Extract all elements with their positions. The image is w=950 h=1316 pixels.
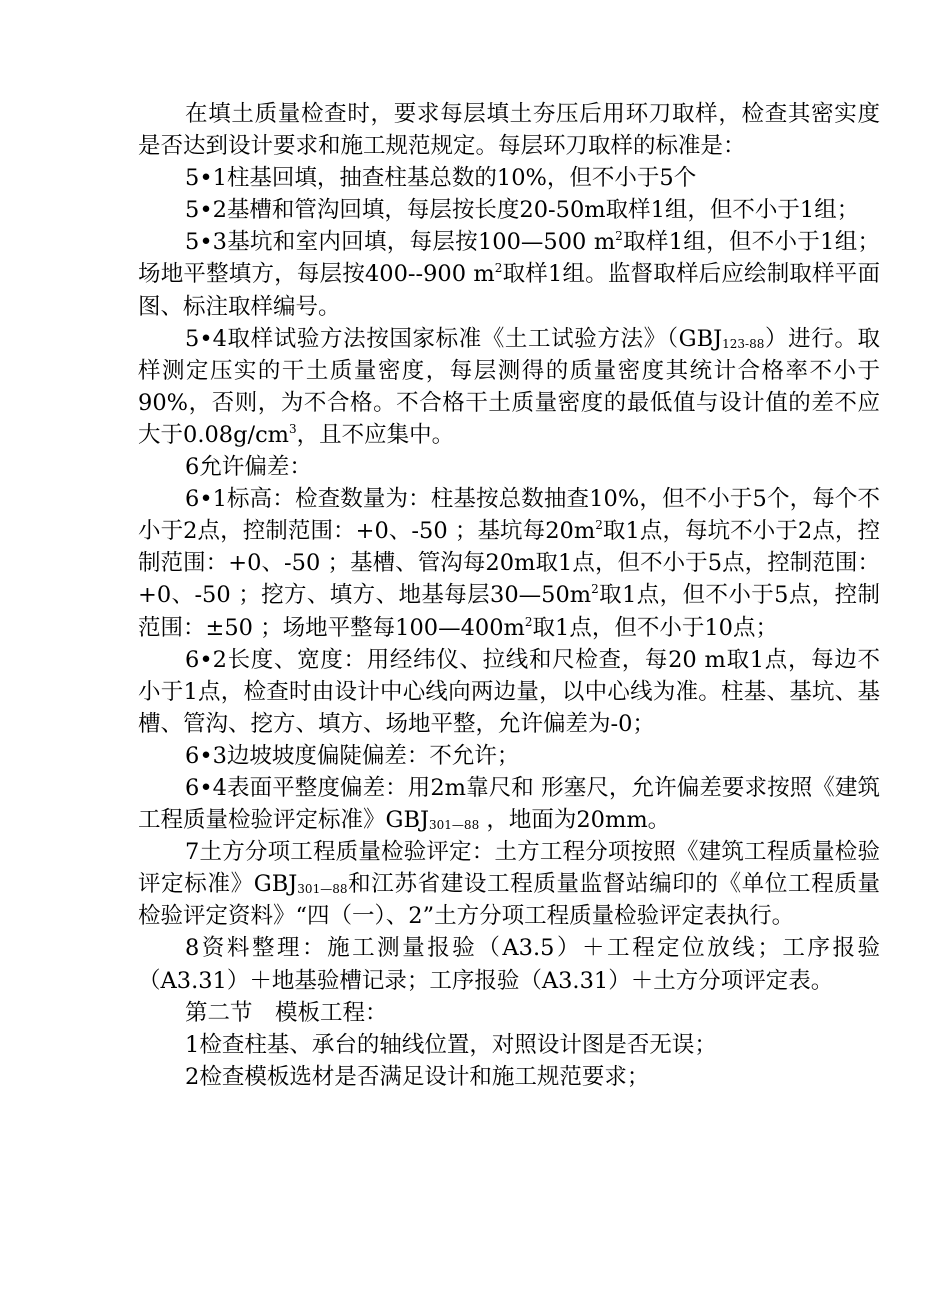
text-run: 5•4取样试验方法按国家标准《土工试验方法》（GBJ [185,325,723,352]
paragraph-formwork-1: 1检查柱基、承台的轴线位置，对照设计图是否无误； [185,1031,717,1058]
text-run: 取样1组。监督取样后应绘制取样平面图、标注取样编号。 [138,261,880,320]
paragraph-7 [138,836,880,932]
paragraph-intro: 在填土质量检查时，要求每层填土夯压后用环刀取样，检查其密实度是否达到设计要求和施工规范规定。每层环刀取样的标准是： [138,101,880,160]
section-heading: 第二节 模板工程： [185,999,388,1026]
paragraph-5-3 [138,226,880,322]
superscript: 2 [615,229,623,244]
superscript: 2 [494,261,503,276]
subscript: 123-88 [722,336,765,351]
paragraph-6-3: 6•3边坡坡度偏陡偏差：不允许； [185,742,520,769]
text-run: 取样1组，但不小于1组；场地平整填方，每层按400--900 m [138,229,880,288]
text-run: 7土方分项工程质量检验评定：土方工程分项按照《建筑工程质量检验评定标准》GBJ [138,839,880,898]
paragraph-6-2: 6•2长度、宽度：用经纬仪、拉线和尺检查，每20 m取1点，每边不小于1点，检查时由设计中心线向两边量，以中心线为准。柱基、基坑、基槽、管沟、挖方、填方、场地平整，允许偏差为-0； [138,646,880,737]
superscript: 2 [524,614,533,629]
superscript: 2 [595,518,603,533]
text-run: 6•4表面平整度偏差：用2m靠尺和 形塞尺，允许偏差要求按照《建筑工程质量检验评定标准》GBJ [138,774,880,834]
text-run: 取1点，每坑不小于2点，控制范围：+0、-50 ；基槽、管沟每20m取1点，但不小于5点，控制范围：+0、-50 ；挖方、填方、地基每层30—50m [138,518,880,609]
text-run: ）进行。取样测定压实的干土质量密度，每层测得的质量密度其统计合格率不小于90%，否则，为不合格。不合格干土质量密度的最低值与设计值的差不应大于0.08g/cm [138,325,880,448]
paragraph-5-4 [138,323,880,451]
paragraph-6-1 [138,483,880,643]
text-run: 6•1标高：检查数量为：柱基按总数抽查10%，但不小于5个，每个不小于2点，控制范围：+0、-50 ；基坑每20m [138,486,880,545]
paragraph-5-1: 5•1柱基回填，抽查柱基总数的10%，但不小于5个 [185,165,697,192]
text-run: 取1点，但不小于10点； [532,614,778,641]
superscript: 2 [591,582,599,597]
superscript: 3 [289,421,297,436]
subscript: 301—88 [429,818,480,833]
text-run: ，且不应集中。 [296,421,455,448]
paragraph-6-4 [138,772,880,836]
paragraph-formwork-2: 2检查模板选材是否满足设计和施工规范要求； [185,1063,650,1090]
paragraph-6-heading: 6允许偏差： [185,454,312,481]
subscript: 301—88 [297,882,348,897]
paragraph-5-2: 5•2基槽和管沟回填，每层按长度20-50m取样1组，但不小于1组； [185,197,860,224]
document-page [138,98,880,1093]
text-run: 5•3基坑和室内回填，每层按100—500 m [185,229,616,256]
paragraph-8: 8资料整理：施工测量报验（A3.5）＋工程定位放线；工序报验（A3.31）＋地基验槽记录；工序报验（A3.31）＋土方分项评定表。 [138,935,880,994]
text-run: 和江苏省建设工程质量监督站编印的《单位工程质量检验评定资料》“四（一）、2”土方分项工程质量检验评定表执行。 [138,871,880,930]
text-run: ，地面为20mm。 [479,807,671,834]
text-run: 取1点，但不小于5点，控制范围：±50 ；场地平整每100—400m [138,582,880,641]
